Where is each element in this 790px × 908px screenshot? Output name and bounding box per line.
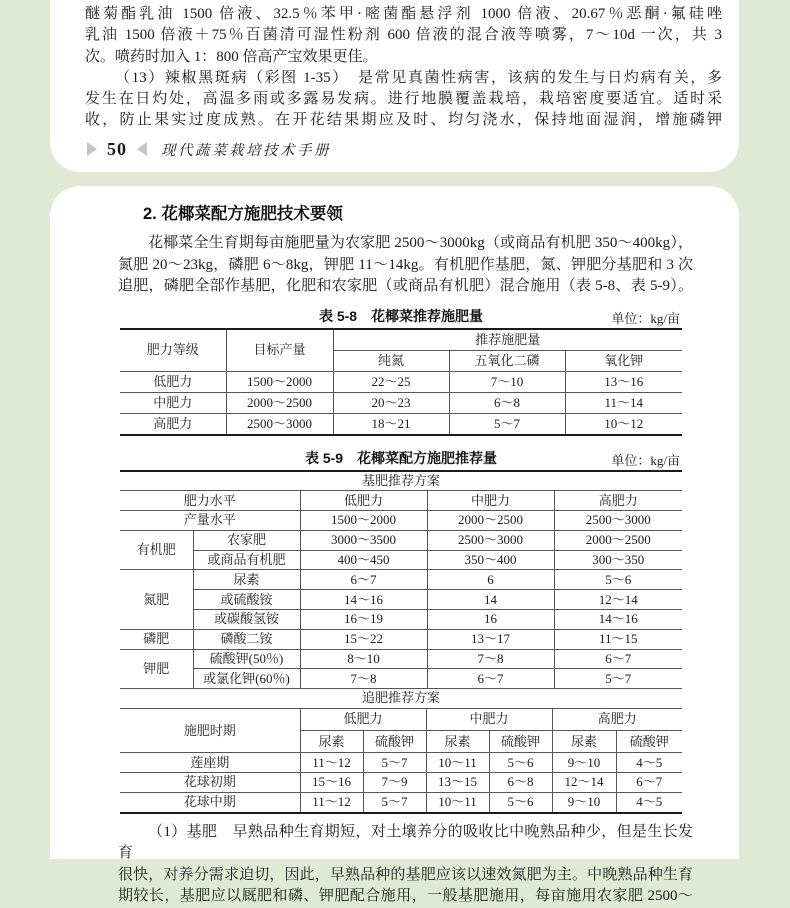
body-line: 乳油 1500 倍液＋75％百菌清可湿性粉剂 600 倍液的混合液等喷雾，7～10d 一次，共 3 [85,27,722,44]
table-cell: 中肥力 [120,392,226,413]
table-5-8-caption: 表 5-8 花椰菜推荐施肥量 [318,307,484,324]
table-5-9-caption: 表 5-9 花椰菜配方施肥推荐量 [304,449,498,466]
previous-page-panel [50,0,739,172]
table-row [120,491,682,511]
table-cell: 10～11 [426,792,489,812]
table-cell: 尿素 [300,731,363,753]
table-cell: 9～10 [552,753,616,773]
page-footer [87,139,722,160]
table-cell: 15～16 [300,773,363,793]
table-cell: 2500～3000 [226,413,333,435]
table-cell: 6～7 [427,669,554,689]
table-cell: 低肥力 [120,371,226,392]
table-row [120,530,682,550]
table-cell: 花球初期 [120,773,300,793]
table-cell: 14～16 [300,590,427,610]
table-5-9-unit: 单位：kg/亩 [611,452,680,468]
table-cell: 2500～3000 [427,530,554,550]
table-cell: 18～21 [333,413,449,435]
table-cell: 2000～2500 [554,530,682,550]
table-cell: 9～10 [552,792,616,812]
table-cell: 5～7 [363,792,426,812]
table-cell: 低肥力 [300,708,426,730]
group-label-cell: 氮肥 [120,570,193,629]
table-cell: 高肥力 [120,413,226,435]
table-cell: 6～8 [449,392,565,413]
table-cell: 或氯化钾(60％) [193,669,300,689]
table-cell: 施肥时期 [120,708,300,752]
table-cell: 10～12 [565,413,682,435]
table-cell: 15～22 [300,629,427,649]
section-heading: 2. 花椰菜配方施肥技术要领 [143,205,343,223]
book-title: 现代蔬菜栽培技术手册 [161,142,331,159]
table-row [120,773,682,793]
table-cell: 或硫酸铵 [193,590,300,610]
triangle-left-icon [137,142,147,156]
table-cell: 300～350 [554,550,682,570]
table-cell: 5～7 [363,753,426,773]
table-row [120,629,682,649]
table-cell: 12～14 [554,590,682,610]
table-cell: 11～12 [300,792,363,812]
table-cell: 2500～3000 [554,511,682,531]
table-cell: 目标产量 [226,329,333,372]
table-cell: 8～10 [300,649,427,669]
body-line: 很快，对养分需求迫切，因此，早熟品种的基肥应该以速效氮肥为主。中晚熟品种生育 [118,866,693,883]
body-line: 醚菊酯乳油 1500 倍液、32.5％苯甲·嘧菌酯悬浮剂 1000 倍液、20.67％恶酮·氟硅唑 [85,6,722,22]
page-number: 50 [107,138,127,159]
table-row [120,392,682,413]
table-cell: 莲座期 [120,753,300,773]
table-cell: 硫酸钾(50％) [193,649,300,669]
table-cell: 1500～2000 [226,371,333,392]
table-cell: 7～10 [449,371,565,392]
table-row [120,590,682,610]
table-cell: 3000～3500 [300,530,427,550]
body-line: 收，防止果实过度成熟。在开花结果期应及时、均匀浇水，保持地面湿润，增施磷钾 [85,112,722,129]
table-cell: 高肥力 [554,491,682,511]
table-row [120,471,682,491]
previous-page-text [85,4,722,132]
table-cell: 中肥力 [426,708,552,730]
table-cell: 13～15 [426,773,489,793]
table-cell: 400～450 [300,550,427,570]
table-cell: 7～9 [363,773,426,793]
table-row [120,511,682,531]
table-cell: 12～14 [552,773,616,793]
table-cell: 氧化钾 [565,350,682,371]
table-row [120,550,682,570]
body-line: 氮肥 20～23kg，磷肥 6～8kg，钾肥 11～14kg。有机肥作基肥，氮、钾肥分基肥和 3 次 [118,256,693,273]
table-cell: 硫酸钾 [489,731,552,753]
body-line: 追肥，磷肥全部作基肥，化肥和农家肥（或商品有机肥）混合施用（表 5-8、表 5-9）。 [118,278,693,294]
table-cell: 5～7 [449,413,565,435]
table-cell: 4～5 [616,753,682,773]
table-5-9-caption-row [120,448,682,467]
table-cell: 6～7 [300,570,427,590]
table-cell: 4～5 [616,792,682,812]
section-title-cell: 基肥推荐方案 [120,471,682,491]
table-cell: 16 [427,609,554,629]
table-cell: 2000～2500 [427,511,554,531]
table-cell: 中肥力 [427,491,554,511]
table-cell: 10～11 [426,753,489,773]
table-row [120,669,682,689]
table-cell: 磷酸二铵 [193,629,300,649]
table-cell: 尿素 [193,570,300,590]
table-cell: 农家肥 [193,530,300,550]
table-cell: 13～16 [565,371,682,392]
table-row [120,792,682,812]
body-line: 次。喷药时加入 1：800 倍高产宝效果更佳。 [85,48,378,65]
table-cell: 5～6 [554,570,682,590]
group-label-cell: 钾肥 [120,649,193,689]
table-cell: 11～14 [565,392,682,413]
table-cell: 14 [427,590,554,610]
table-cell: 6 [427,570,554,590]
table-cell: 7～8 [427,649,554,669]
group-label-cell: 磷肥 [120,629,193,649]
intro-paragraph [118,233,693,298]
table-row [120,753,682,773]
body-line: 花椰菜全生育期每亩施肥量为农家肥 2500～3000kg（或商品有机肥 350～400kg）， [148,235,693,251]
table-row [120,570,682,590]
table-row [120,649,682,669]
table-cell: 5～7 [554,669,682,689]
base-fertilizer-paragraph [118,822,693,908]
table-cell: 20～23 [333,392,449,413]
table-cell: 13～17 [427,629,554,649]
table-5-8-caption-row [120,306,682,325]
triangle-right-icon [87,142,97,156]
group-label-cell: 有机肥 [120,530,193,570]
body-line: 发生在日灼处，高温多雨或多露易发病。进行地膜覆盖栽培，栽培密度要适宜。适时采 [85,91,722,108]
table-cell: 11～15 [554,629,682,649]
table-cell: 肥力水平 [120,491,300,511]
table-cell: 2000～2500 [226,392,333,413]
table-cell: 350～400 [427,550,554,570]
table-cell: 5～6 [489,753,552,773]
table-5-8-unit: 单位：kg/亩 [611,310,680,326]
table-cell: 或商品有机肥 [193,550,300,570]
table-cell: 尿素 [426,731,489,753]
table-cell: 5～6 [489,792,552,812]
table-row [120,371,682,392]
table-cell: 7～8 [300,669,427,689]
table-cell: 五氧化二磷 [449,350,565,371]
table-cell: 16～19 [300,609,427,629]
table-row [120,689,682,708]
table-cell: 高肥力 [552,708,682,730]
table-cell: 11～12 [300,753,363,773]
table-cell: 1500～2000 [300,511,427,531]
table-cell: 推荐施肥量 [333,329,682,351]
table-cell: 纯氮 [333,350,449,371]
body-line: 期较长，基肥应以厩肥和磷、钾肥配合施用，一般基肥施用，每亩施用农家肥 2500～ [118,888,693,905]
table-row [120,708,682,730]
table-cell: 硫酸钾 [363,731,426,753]
table-cell: 14～16 [554,609,682,629]
table-cell: 6～7 [554,649,682,669]
table-cell: 硫酸钾 [616,731,682,753]
table-cell: 产量水平 [120,511,300,531]
section-title-cell: 追肥推荐方案 [120,689,682,708]
table-cell: 或碳酸氢铵 [193,609,300,629]
table-cell: 花球中期 [120,792,300,812]
table-cell: 低肥力 [300,491,427,511]
table-row [120,329,682,351]
body-line: （1）基肥 早熟品种生育期短，对土壤养分的吸收比中晚熟品种少，但是生长发育 [118,823,693,862]
table-cell: 22～25 [333,371,449,392]
body-line: （13）辣椒黑斑病（彩图 1-35） 是常见真菌性病害，该病的发生与日灼病有关，多 [115,69,722,86]
table-cell: 尿素 [552,731,616,753]
table-cell: 肥力等级 [120,329,226,372]
table-row [120,609,682,629]
table-5-9-topdress-section [120,689,682,814]
table-5-8 [120,328,682,436]
current-page-panel [50,186,739,905]
table-cell: 6～7 [616,773,682,793]
table-5-9-base-section [120,470,682,690]
table-row [120,413,682,435]
table-cell: 6～8 [489,773,552,793]
